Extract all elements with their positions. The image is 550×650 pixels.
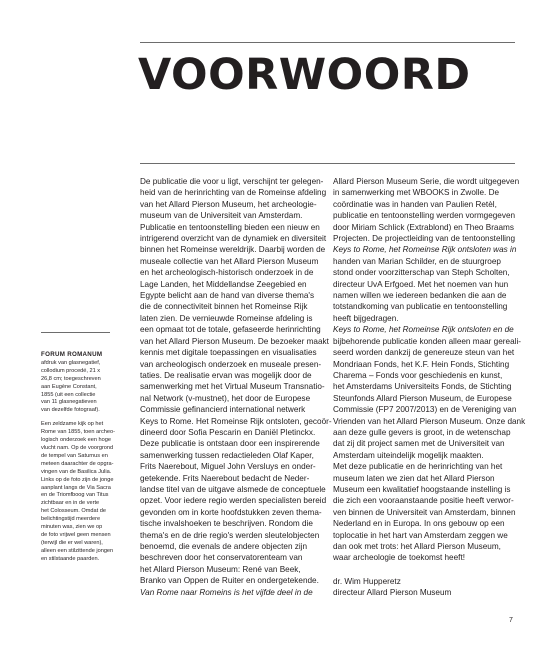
text-line: intrigerend overzicht van de dynamiek en diversiteit <box>140 234 327 244</box>
text-line: stond onder voorzitterschap van Steph Scholten, <box>333 268 510 278</box>
text-line: benoemd, die evenals de andere objecten zijn <box>140 542 308 551</box>
top-rule <box>140 42 515 43</box>
text-line: binnen het Romeinse wereldrijk. Daarbij worden de <box>140 245 326 255</box>
sidebar-caption <box>41 351 115 564</box>
text-line: getekende. Frits Naerebout bedacht de Neder- <box>140 473 310 483</box>
text-line: Museum een kwalitatief hoogstaande instelling is <box>333 484 511 494</box>
text-line: museum van de Universiteit van Amsterdam. <box>140 211 303 221</box>
text-line: Commissie gefinancierd international netwerk <box>140 405 306 415</box>
text-line: Publicatie en tentoonstelling bieden een nieuw en <box>140 222 320 232</box>
text-line: gevonden om in korte hoofdstukken zeven thema- <box>140 507 322 517</box>
text-line: dineerd door Sofia Pescarin en Daniël Pletinckx. <box>140 427 316 437</box>
text-line: Projecten. De projectleiding van de tentoonstelling <box>333 234 516 244</box>
text-line: het Amsterdams Universiteits Fonds, de Stichting <box>333 382 512 392</box>
text-line: van 11 glasnegatieven <box>41 399 97 406</box>
text-line: Vrienden van het Allard Pierson Museum. Onze dank <box>333 416 526 426</box>
text-line: (terwijl die er wel waren), <box>41 539 103 546</box>
text-line: opzet. Voor iedere regio werden specialisten bereid <box>140 496 327 506</box>
text-line: van dezelfde fotograaf). <box>41 407 100 414</box>
signature-name: dr. Wim Hupperetz <box>333 576 401 586</box>
text-line: De publicatie die voor u ligt, verschijnt ter gelegen- <box>140 177 324 186</box>
text-line: zichtbaar en in de verte <box>41 500 100 507</box>
text-line: logisch onderzoek een hoge <box>41 437 111 444</box>
text-line: samenwerking met het Virtual Museum Transnatio- <box>140 382 325 392</box>
text-line: tische invalshoeken te beschrijven. Rondom die <box>140 519 313 529</box>
text-line: Allard Pierson Museum Serie, die wordt uitgegeven <box>333 177 520 186</box>
text-line: Keys to Rome, het Romeinse Rijk ontsloten was in <box>333 245 517 255</box>
text-line: kennis met digitale toepassingen en visualisaties <box>140 348 317 358</box>
text-line: taties. De realisatie ervan was mogelijk door de <box>140 370 312 380</box>
text-line: door Miriam Schlick (Extrablond) en Theo Braams <box>333 222 514 232</box>
text-line: 1855 (uit een collectie <box>41 391 96 398</box>
text-line: Keys to Rome, het Romeinse Rijk ontsloten en de <box>333 325 514 335</box>
text-line: minuten was, zien we op <box>41 524 103 531</box>
text-line: handen van Marian Schilder, en de stuurgroep <box>333 256 501 266</box>
text-line: het Colosseum. Omdat de <box>41 508 106 515</box>
text-line: van archeologisch onderzoek en museale presen- <box>140 359 322 369</box>
page-title: VOORWOORD <box>138 50 471 100</box>
text-line: en het archeologisch-historisch onderzoek in de <box>140 268 314 278</box>
text-line: belichtingstijd meerdere <box>41 516 101 523</box>
text-line: de foto vrijwel geen mensen <box>41 531 111 538</box>
text-line: Lage Landen, het Middellandse Zeegebied en <box>140 279 307 289</box>
sidebar-photo-credit <box>41 360 115 415</box>
text-line: aan deze gulle gevers is groot, in de wetenschap <box>333 427 511 437</box>
text-line: Rome van 1855, toen archeo- <box>41 429 116 436</box>
text-line: heid van de herinrichting van de Romeinse afdeling <box>140 188 327 198</box>
text-line: Egypte belicht aan de hand van diverse thema's <box>140 291 315 301</box>
text-line: afdruk van glasnegatief, <box>41 359 101 366</box>
text-line: Links op de foto zijn de jonge <box>41 476 114 483</box>
text-line: in samenwerking met WBOOKS in Zwolle. De <box>333 188 500 198</box>
text-line: Deze publicatie is ontstaan door een inspirerende <box>140 439 320 449</box>
text-line: nal Network (v-mustnet), het door de Europese <box>140 393 311 403</box>
text-line: Keys to Rome. Het Romeinse Rijk ontsloten, gecoör- <box>140 416 332 426</box>
text-line: de tempel van Saturnus en <box>41 452 108 459</box>
text-line: Charema – Fonds voor geschiedenis en kunst, <box>333 370 503 380</box>
sidebar-heading: FORUM ROMANUM <box>41 351 103 358</box>
text-line: seerd worden dankzij de genereuze steun van het <box>333 348 515 358</box>
text-line: aanplant langs de Via Sacra <box>41 484 111 491</box>
left-column <box>140 176 332 598</box>
text-line: collodium procedé, 21 x <box>41 367 101 374</box>
text-line: heeft bijgedragen. <box>333 313 399 323</box>
text-line: Steunfonds Allard Pierson Museum, de Europese <box>333 393 512 403</box>
text-line: totstandkoming van publicatie en tentoonstelling <box>333 302 508 312</box>
text-line: ven binnen de Universiteit van Amsterdam, binnen <box>333 507 516 517</box>
text-line: landse titel van de uitgave alsmede de conceptuele <box>140 484 326 494</box>
text-line: en stilstaande paarden. <box>41 555 100 562</box>
right-column <box>333 176 526 599</box>
text-line: thema's en de drie regio's werden sleutelobjecten <box>140 530 320 540</box>
text-line: van het Allard Pierson Museum, het archeologie- <box>140 199 317 209</box>
text-line: dan ook met trots: het Allard Pierson Museum, <box>333 542 501 551</box>
text-line: Mondriaan Fonds, het K.F. Hein Fonds, Stichting <box>333 359 510 369</box>
text-line: en de Triomfboog van Titus <box>41 492 109 499</box>
text-line: coördinatie was in handen van Paulien Retèl, <box>333 199 497 209</box>
text-line: Nederland en in Europa. In ons gebouw op een <box>333 519 505 529</box>
text-line: museale collectie van het Allard Pierson Museum <box>140 256 319 266</box>
page-number: 7 <box>509 617 513 624</box>
text-line: die zich een vooraanstaande positie heeft verwor- <box>333 496 514 506</box>
signature <box>333 576 517 599</box>
text-line: Branko van Oppen de Ruiter en ondergetekende. <box>140 576 319 586</box>
text-line: museum laten we zien dat het Allard Pierson <box>333 473 495 483</box>
text-line: het Allard Pierson Museum: René van Beek, <box>140 564 301 574</box>
text-line: Een zeldzame kijk op het <box>41 421 104 428</box>
text-line: dat zij dit project samen met de Universiteit van <box>333 439 505 449</box>
text-line: meteen daarachter de opgra- <box>41 460 114 467</box>
text-line: aan Eugène Constant, <box>41 383 97 390</box>
text-line: directeur UvA Erfgoed. Met het noemen van hun <box>333 279 509 289</box>
text-line: laten zien. De vernieuwde Romeinse afdeling is <box>140 313 313 323</box>
text-line: vlucht nam. Op de voorgrond <box>41 444 114 451</box>
signature-role: directeur Allard Pierson Museum <box>333 588 452 598</box>
text-line: beschreven door het conservatorenteam van <box>140 553 303 563</box>
text-line: Frits Naerebout, Miguel John Versluys en onder- <box>140 462 316 472</box>
text-line: Van Rome naar Romeins is het vijfde deel in de <box>140 587 313 597</box>
text-line: Commissie (FP7 2007/2013) en de Vereniging van <box>333 405 517 415</box>
sidebar-description <box>41 421 115 563</box>
text-line: Met deze publicatie en de herinrichting van het <box>333 462 503 472</box>
text-line: Amsterdam uiteindelijk mogelijk maakten. <box>333 450 484 460</box>
text-line: 26,8 cm; toegeschreven <box>41 375 101 382</box>
text-line: publicatie en tentoonstelling werden vormgegeven <box>333 211 516 221</box>
text-line: toplocatie in het hart van Amsterdam zeggen we <box>333 530 508 540</box>
text-line: bijbehorende publicatie konden alleen maar gereali- <box>333 336 521 346</box>
text-line: van het Allard Pierson Museum. De bezoeker maakt <box>140 336 329 346</box>
text-line: namen willen we iedereen bedanken die aan de <box>333 291 507 301</box>
text-line: waar archeologie de toekomst heeft! <box>333 553 465 563</box>
section-rule <box>140 163 515 164</box>
text-line: alleen een stilzittende jongen <box>41 547 114 554</box>
text-line: vingen van de Basilica Julia. <box>41 468 112 475</box>
sidebar-rule <box>41 332 110 333</box>
text-line: die de connectiviteit binnen het Romeinse Rijk <box>140 302 308 312</box>
text-line: een opmaat tot de totale, gefaseerde herinrichting <box>140 325 321 335</box>
text-line: samenwerking tussen redactieleden Olaf Kaper, <box>140 450 314 460</box>
